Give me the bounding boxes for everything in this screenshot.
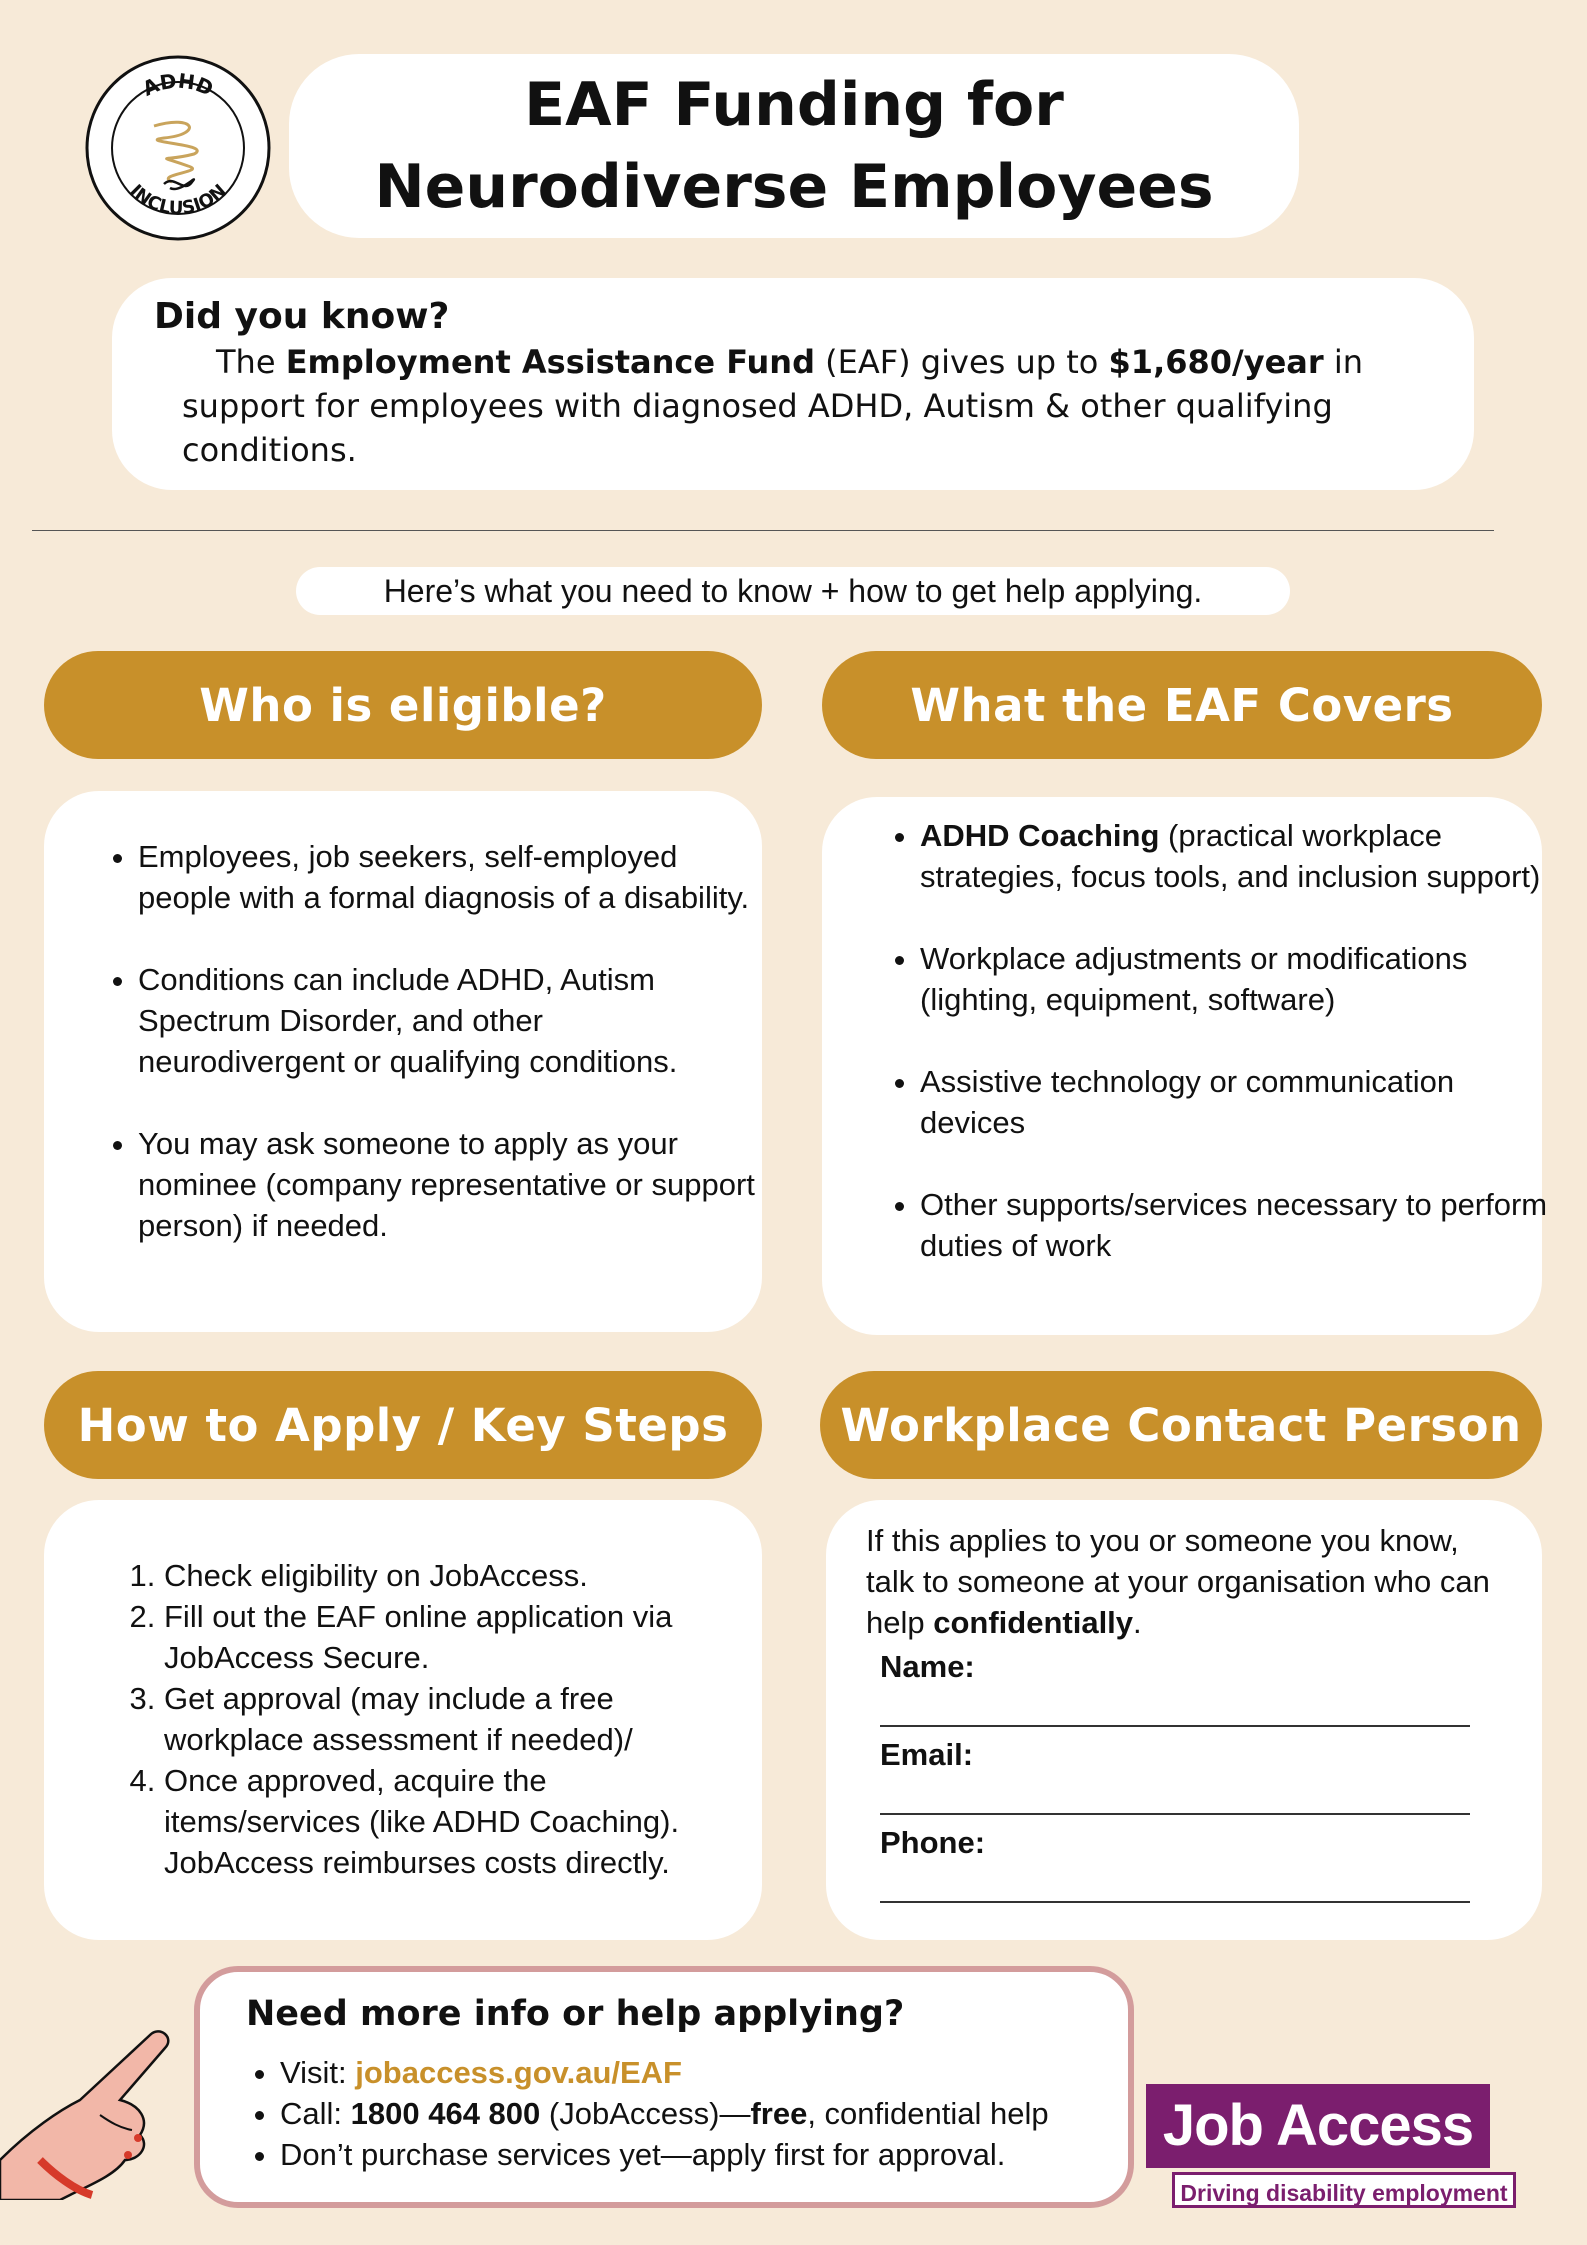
list-item: • Don’t purchase services yet—apply first for approval. [280, 2134, 1120, 2175]
covers-card [822, 797, 1548, 1335]
list-item: • Assistive technology or communication devices [920, 1061, 1550, 1143]
list-item: • ADHD Coaching (practical workplace strategies, focus tools, and inclusion support) [920, 815, 1550, 897]
contact-card [826, 1500, 1542, 1940]
eligible-list [86, 836, 758, 1246]
help-list [246, 2052, 1120, 2175]
phone-label: Phone: [880, 1825, 986, 1860]
pointing-hand-icon [0, 2010, 190, 2200]
phone-number: 1800 464 800 [350, 2096, 541, 2131]
did-you-know-text: The Employment Assistance Fund (EAF) gives up to $1,680/year in support for employees with diagnosed ADHD, Autism & other qualifying conditions. [182, 343, 1363, 469]
jobaccess-link[interactable]: jobaccess.gov.au/EAF [355, 2055, 682, 2090]
name-label: Name: [880, 1649, 975, 1684]
did-you-know-heading: Did you know? [154, 296, 450, 337]
list-item: • You may ask someone to apply as your nominee (company representative or support person) if needed. [138, 1123, 758, 1246]
svg-text:ADHD: ADHD [138, 68, 217, 101]
title-card [289, 54, 1299, 238]
list-item: • Employees, job seekers, self-employed people with a formal diagnosis of a disability. [138, 836, 758, 918]
email-label: Email: [880, 1737, 974, 1772]
jobaccess-logo-name: Job Access [1146, 2084, 1490, 2168]
page-title-line1: EAF Funding for [524, 70, 1064, 140]
svg-text:INCLUSION: INCLUSION [125, 180, 231, 220]
list-item: • Visit: jobaccess.gov.au/EAF [280, 2052, 1120, 2093]
list-item: 1. Check eligibility on JobAccess. [164, 1555, 724, 1596]
contact-heading: Workplace Contact Person [820, 1371, 1542, 1479]
adhd-squiggle-icon [84, 54, 272, 242]
apply-card [44, 1500, 762, 1940]
page-title-line2: Neurodiverse Employees [374, 152, 1214, 222]
name-field[interactable] [880, 1725, 1470, 1727]
jobaccess-logo-tagline: Driving disability employment [1172, 2172, 1516, 2208]
help-heading: Need more info or help applying? [246, 1994, 905, 2034]
list-item: • Conditions can include ADHD, Autism Spectrum Disorder, and other neurodivergent or qualifying conditions. [138, 959, 758, 1082]
list-item: 3. Get approval (may include a free workplace assessment if needed)/ [164, 1678, 724, 1760]
eligible-card [44, 791, 762, 1332]
list-item: 4. Once approved, acquire the items/services (like ADHD Coaching). JobAccess reimburses costs directly. [164, 1760, 724, 1883]
eligible-heading: Who is eligible? [44, 651, 762, 759]
phone-field[interactable] [880, 1901, 1470, 1903]
list-item: • Workplace adjustments or modifications (lighting, equipment, software) [920, 938, 1550, 1020]
divider [32, 530, 1494, 531]
apply-heading: How to Apply / Key Steps [44, 1371, 762, 1479]
intro-banner: Here’s what you need to know + how to get help applying. [296, 567, 1290, 615]
contact-intro: If this applies to you or someone you know, talk to someone at your organisation who can help confidentially. [866, 1523, 1490, 1640]
list-item: • Other supports/services necessary to perform duties of work [920, 1184, 1550, 1266]
covers-heading: What the EAF Covers [822, 651, 1542, 759]
jobaccess-logo [1146, 2084, 1522, 2212]
covers-list [868, 815, 1550, 1266]
list-item: 2. Fill out the EAF online application via JobAccess Secure. [164, 1596, 724, 1678]
list-item: • Call: 1800 464 800 (JobAccess)—free, confidential help [280, 2093, 1120, 2134]
apply-steps [120, 1555, 724, 1883]
email-field[interactable] [880, 1813, 1470, 1815]
adhd-inclusion-logo [84, 54, 272, 242]
did-you-know-card [112, 278, 1474, 490]
help-card [194, 1966, 1134, 2208]
